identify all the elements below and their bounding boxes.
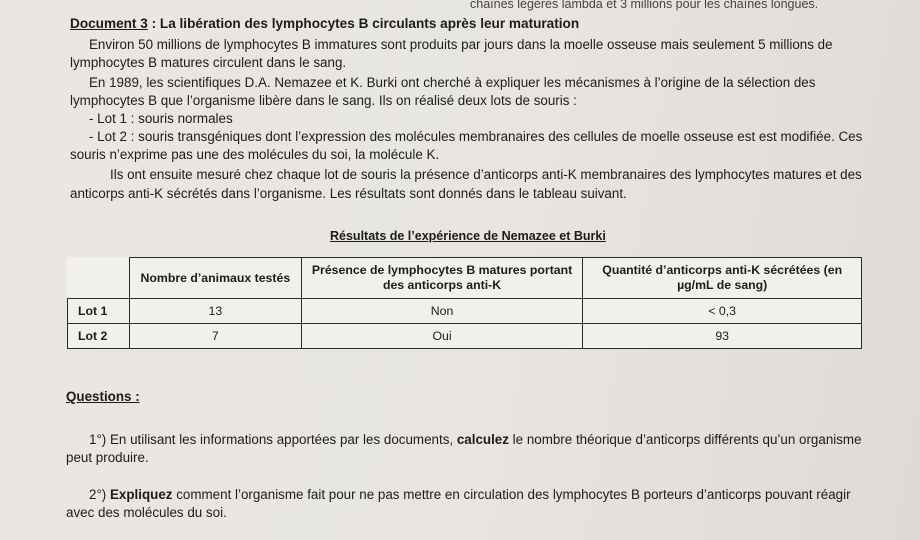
document-title-text: : La libération des lymphocytes B circulants après leur maturation (147, 16, 580, 31)
table-corner-cell (68, 258, 130, 299)
question-1-line-2: peut produire. (66, 450, 149, 465)
question-1-rest: le nombre théorique d’anticorps différents qu’un organisme (508, 432, 862, 447)
table-header-row (68, 258, 862, 299)
question-2-rest: comment l’organisme fait pour ne pas mettre en circulation des lymphocytes B porteurs d’anticorps pouvant réagir (172, 487, 851, 502)
question-2-number: 2°) (89, 487, 110, 502)
question-1-intro: 1°) En utilisant les informations apportées par les documents, (89, 432, 457, 447)
lot-2-description-line-2: souris n’exprime pas une des molécules du soi, la molécule K. (70, 147, 440, 162)
lot-1-description: - Lot 1 : souris normales (89, 111, 233, 126)
header-animals: Nombre d’animaux testés (129, 258, 301, 299)
cell-quantity: 93 (583, 324, 862, 349)
question-1-line-1 (89, 431, 862, 449)
cell-animals: 7 (129, 324, 301, 349)
table-row (68, 324, 862, 349)
lot-2-description-line-1: - Lot 2 : souris transgéniques dont l’expression des molécules membranaires des cellules de moelle osseuse est est modifiée. Ces (89, 129, 863, 144)
paragraph-1-line-2: lymphocytes B matures circulent dans le sang. (70, 55, 347, 70)
previous-text-fragment: chaînes légères lambda et 3 millions pour les chaînes longues. (470, 0, 819, 11)
question-2-verb: Expliquez (109, 487, 173, 502)
question-2-line-2: avec des molécules du soi. (66, 505, 227, 520)
cell-quantity: < 0,3 (583, 299, 862, 324)
questions-title: Questions : (66, 389, 140, 404)
paragraph-3-line-2: anticorps anti-K sécrétés dans l’organisme. Les résultats sont donnés dans le tableau suivant. (70, 186, 627, 201)
question-1-verb: calculez (456, 432, 509, 447)
row-label: Lot 1 (68, 299, 130, 324)
results-table (67, 257, 862, 349)
table-title: Résultats de l’expérience de Nemazee et Burki (330, 229, 606, 243)
document-number: Document 3 (70, 16, 148, 31)
header-quantity: Quantité d’anticorps anti-K sécrétées (en µg/mL de sang) (583, 258, 862, 299)
paragraph-1-line-1: Environ 50 millions de lymphocytes B immatures sont produits par jours dans la moelle osseuse mais seulement 5 millions de (89, 37, 833, 52)
paragraph-3-line-1: Ils ont ensuite mesuré chez chaque lot de souris la présence d’anticorps anti-K membranaires des lymphocytes matures et des (110, 167, 862, 182)
paragraph-2-line-1: En 1989, les scientifiques D.A. Nemazee et K. Burki ont cherché à expliquer les mécanismes à l’origine de la sélection des (89, 75, 816, 90)
cell-presence: Non (301, 299, 583, 324)
row-label: Lot 2 (68, 324, 130, 349)
cell-animals: 13 (129, 299, 301, 324)
question-2-line-1 (89, 486, 851, 504)
paragraph-2-line-2: lymphocytes B que l’organisme libère dans le sang. Ils on réalisé deux lots de souris : (70, 93, 577, 108)
cell-presence: Oui (301, 324, 583, 349)
document-title (70, 15, 579, 33)
table-row (68, 299, 862, 324)
header-presence: Présence de lymphocytes B matures portant des anticorps anti-K (301, 258, 583, 299)
